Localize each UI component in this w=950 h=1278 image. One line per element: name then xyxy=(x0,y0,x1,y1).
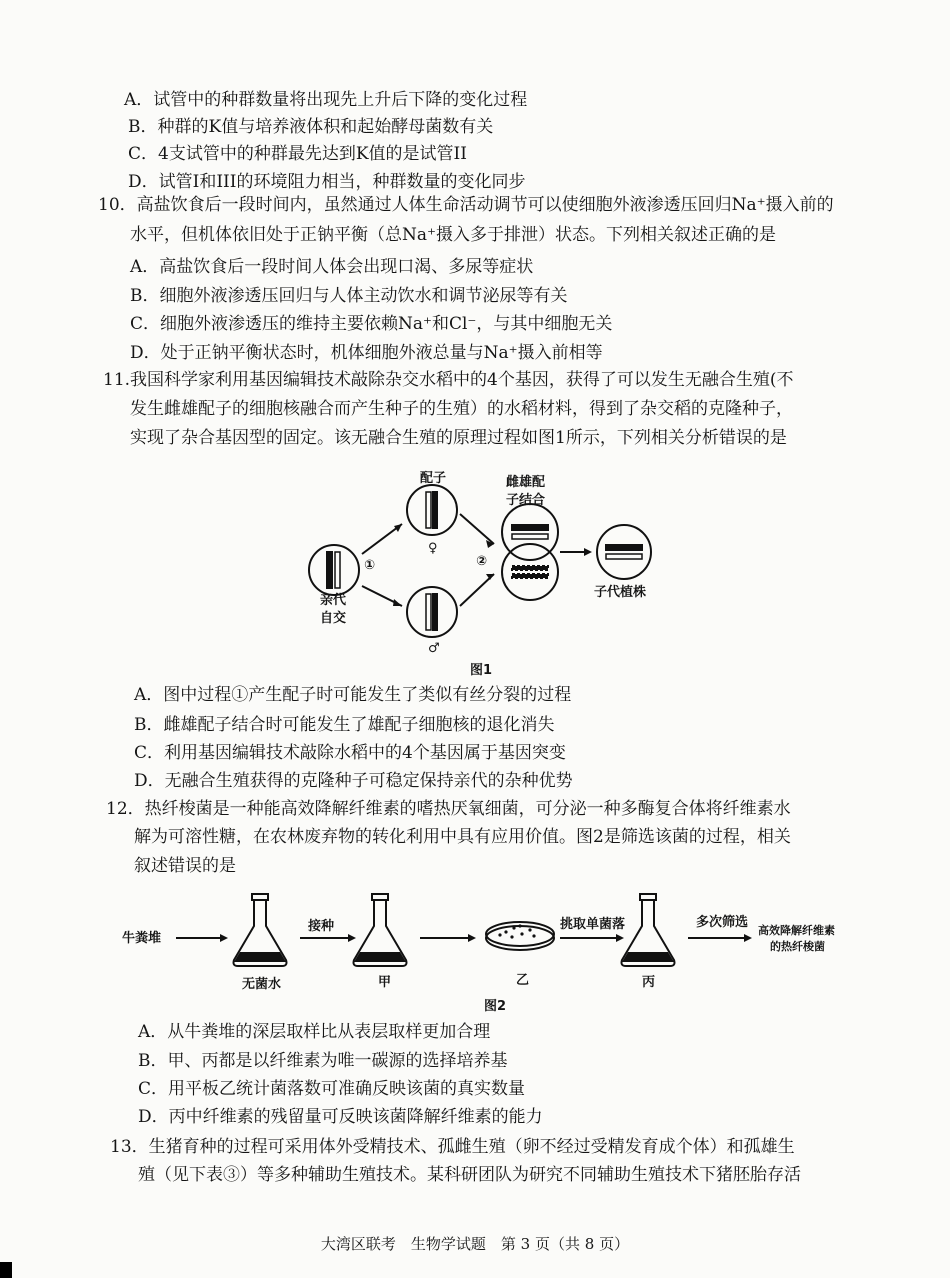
figure-1-diagram xyxy=(290,462,690,682)
q11-stem-line1: 11.我国科学家利用基因编辑技术敲除杂交水稻中的4个基因，获得了可以发生无融合生殖(不 xyxy=(103,370,794,390)
fig2-source: 牛粪堆 xyxy=(122,931,162,946)
fig1-label-offspring: 子代植株 xyxy=(594,585,647,600)
figure-2-diagram xyxy=(120,890,860,995)
q12-option-d: D．丙中纤维素的残留量可反映该菌降解纤维素的能力 xyxy=(138,1107,543,1127)
q13-stem-line1: 13．生猪育种的过程可采用体外受精技术、孤雌生殖（卵不经过受精发育成个体）和孤雄生 xyxy=(110,1137,795,1157)
fig2-pick-colony: 挑取单菌落 xyxy=(560,917,626,932)
fig2-result-1: 高效降解纤维素 xyxy=(758,924,835,937)
q11-stem-line3: 实现了杂合基因型的固定。该无融合生殖的原理过程如图1所示，下列相关分析错误的是 xyxy=(130,428,787,448)
fig2-flask-c: 丙 xyxy=(642,975,656,990)
fig1-label-fusion-1: 雌雄配 xyxy=(506,475,546,490)
fig1-step-1: ① xyxy=(364,558,376,573)
q13-stem-line2: 殖（见下表③）等多种辅助生殖技术。某科研团队为研究不同辅助生殖技术下猪胚胎存活 xyxy=(138,1165,801,1185)
scan-corner-mark xyxy=(0,1262,12,1278)
q9-option-d: D．试管I和III的环境阻力相当，种群数量的变化同步 xyxy=(128,172,526,192)
fig1-male-symbol: ♂ xyxy=(428,641,440,656)
q12-option-a: A．从牛粪堆的深层取样比从表层取样更加合理 xyxy=(138,1022,491,1042)
fig1-label-fusion-2: 子结合 xyxy=(506,493,546,508)
q9-option-c: C．4支试管中的种群最先达到K值的是试管II xyxy=(128,144,467,164)
q12-stem-line1: 12．热纤梭菌是一种能高效降解纤维素的嗜热厌氧细菌，可分泌一种多酶复合体将纤维素水 xyxy=(106,799,791,819)
q12-stem-line3: 叙述错误的是 xyxy=(134,856,236,876)
q10-option-c: C．细胞外液渗透压的维持主要依赖Na⁺和Cl⁻，与其中细胞无关 xyxy=(130,314,613,334)
q11-option-a: A．图中过程①产生配子时可能发生了类似有丝分裂的过程 xyxy=(134,685,572,705)
fig1-female-symbol: ♀ xyxy=(428,541,438,556)
q10-stem-line2: 水平，但机体依旧处于正钠平衡（总Na⁺摄入多于排泄）状态。下列相关叙述正确的是 xyxy=(130,225,776,245)
fig2-caption: 图2 xyxy=(484,999,507,1014)
q10-option-b: B．细胞外液渗透压回归与人体主动饮水和调节泌尿等有关 xyxy=(130,286,568,306)
q12-stem-line2: 解为可溶性糖，在农林废弃物的转化利用中具有应用价值。图2是筛选该菌的过程，相关 xyxy=(134,827,791,847)
fig1-label-parent-2: 自交 xyxy=(320,611,347,626)
q10-option-d: D．处于正钠平衡状态时，机体细胞外液总量与Na⁺摄入前相等 xyxy=(130,343,603,363)
fig1-label-gamete: 配子 xyxy=(420,471,447,486)
fig2-inoculate: 接种 xyxy=(308,919,335,934)
fig2-flask-sterile-water: 无菌水 xyxy=(242,977,282,992)
fig1-label-parent-1: 亲代 xyxy=(320,593,347,608)
fig2-flask-a: 甲 xyxy=(378,975,392,990)
q11-option-c: C．利用基因编辑技术敲除水稻中的4个基因属于基因突变 xyxy=(134,743,566,763)
q9-option-a: A．试管中的种群数量将出现先上升后下降的变化过程 xyxy=(124,90,528,110)
q9-option-b: B．种群的K值与培养液体积和起始酵母菌数有关 xyxy=(128,117,494,137)
fig1-caption: 图1 xyxy=(470,663,493,678)
page-footer: 大湾区联考 生物学试题 第 3 页（共 8 页） xyxy=(320,1235,630,1253)
q12-option-c: C．用平板乙统计菌落数可准确反映该菌的真实数量 xyxy=(138,1079,526,1099)
q11-option-b: B．雌雄配子结合时可能发生了雄配子细胞核的退化消失 xyxy=(134,715,555,735)
q10-option-a: A．高盐饮食后一段时间人体会出现口渴、多尿等症状 xyxy=(130,257,534,277)
q11-stem-line2: 发生雌雄配子的细胞核融合而产生种子的生殖）的水稻材料，得到了杂交稻的克隆种子， xyxy=(130,399,793,419)
q10-stem-line1: 10．高盐饮食后一段时间内，虽然通过人体生命活动调节可以使细胞外液渗透压回归Na⁺摄入前的 xyxy=(98,195,834,215)
fig2-result-2: 的热纤梭菌 xyxy=(770,940,825,953)
fig1-step-2: ② xyxy=(476,554,488,569)
fig2-multi-screen: 多次筛选 xyxy=(696,915,749,930)
q12-option-b: B．甲、丙都是以纤维素为唯一碳源的选择培养基 xyxy=(138,1051,508,1071)
fig2-plate-b: 乙 xyxy=(516,973,530,988)
q11-option-d: D．无融合生殖获得的克隆种子可稳定保持亲代的杂种优势 xyxy=(134,771,573,791)
